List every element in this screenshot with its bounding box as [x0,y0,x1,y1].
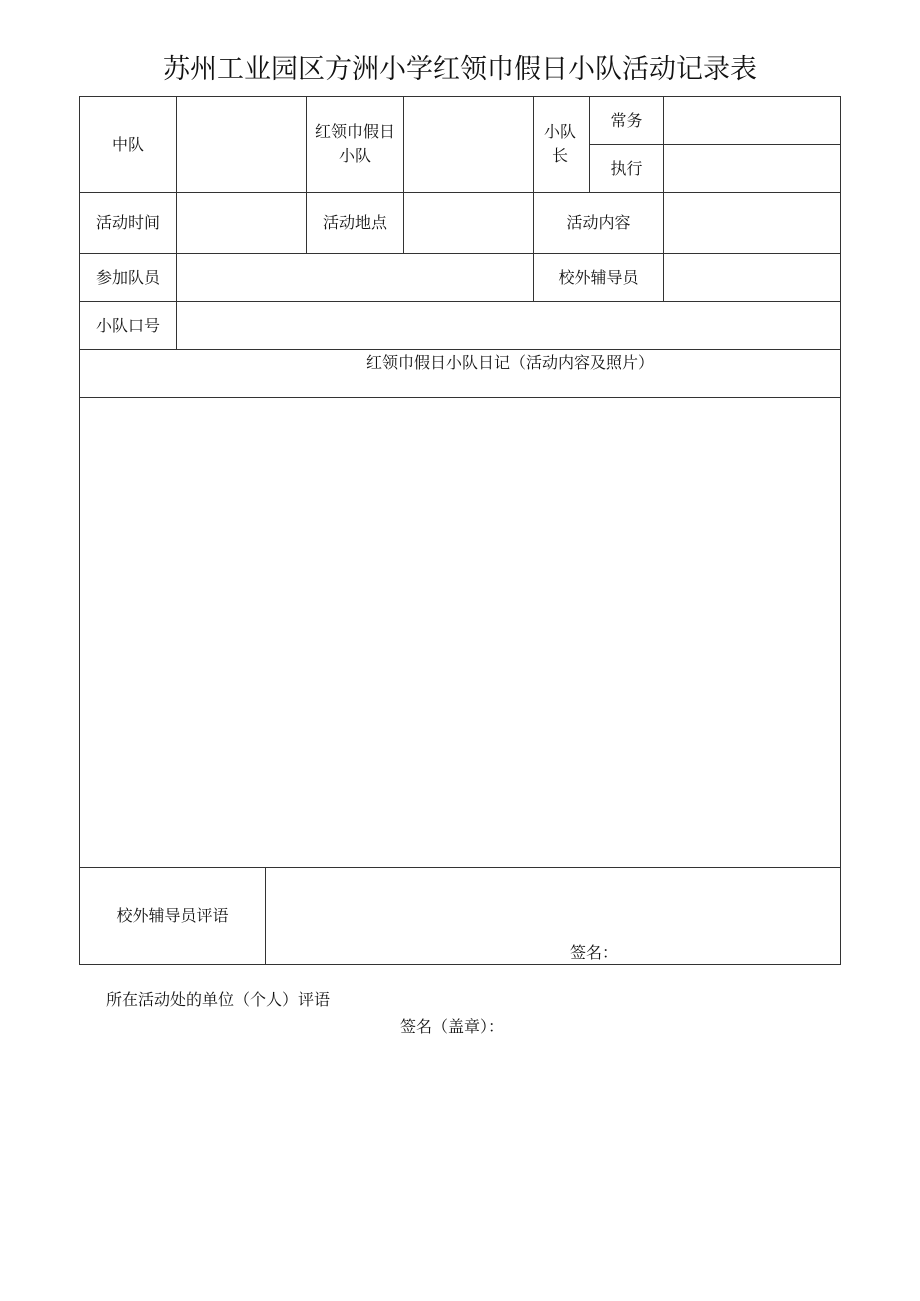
standing-leader-label: 常务 [610,110,643,130]
signature-seal-label: 签名（盖章）： [400,1017,505,1036]
counselor-signature-label: 签名： [570,943,619,962]
table-border-bottom [79,964,841,965]
slogan-field[interactable] [177,302,840,349]
unit-comment-label: 所在活动处的单位（个人）评语 [106,990,331,1009]
team-leader-label: 小队长 [543,122,576,165]
page-title: 苏州工业园区方洲小学红领巾假日小队活动记录表 [163,54,757,85]
members-label: 参加队员 [95,267,160,287]
members-field[interactable] [177,254,533,301]
squadron-field[interactable] [177,97,306,192]
executive-leader-label: 执行 [610,158,643,178]
slogan-label: 小队口号 [95,315,160,335]
activity-record-form [79,96,841,965]
diary-content-area[interactable] [80,398,840,867]
external-counselor-label: 校外辅导员 [558,267,639,287]
counselor-comment-field[interactable] [266,868,840,964]
activity-time-field[interactable] [177,193,306,253]
standing-leader-field[interactable] [664,97,840,144]
activity-place-label: 活动地点 [322,213,387,232]
counselor-comment-label: 校外辅导员评语 [116,906,229,925]
diary-header: 红领巾假日小队日记（活动内容及照片） [366,353,655,372]
activity-place-field[interactable] [404,193,533,253]
activity-content-field[interactable] [664,193,840,253]
holiday-team-label: 红领巾假日小队 [314,122,395,165]
executive-leader-field[interactable] [664,145,840,192]
activity-time-label: 活动时间 [95,213,160,232]
table-border-right [840,96,841,965]
table-line [79,349,841,350]
holiday-team-field[interactable] [404,97,533,192]
squadron-label: 中队 [111,134,144,154]
external-counselor-field[interactable] [664,254,840,301]
activity-content-label: 活动内容 [566,213,631,232]
